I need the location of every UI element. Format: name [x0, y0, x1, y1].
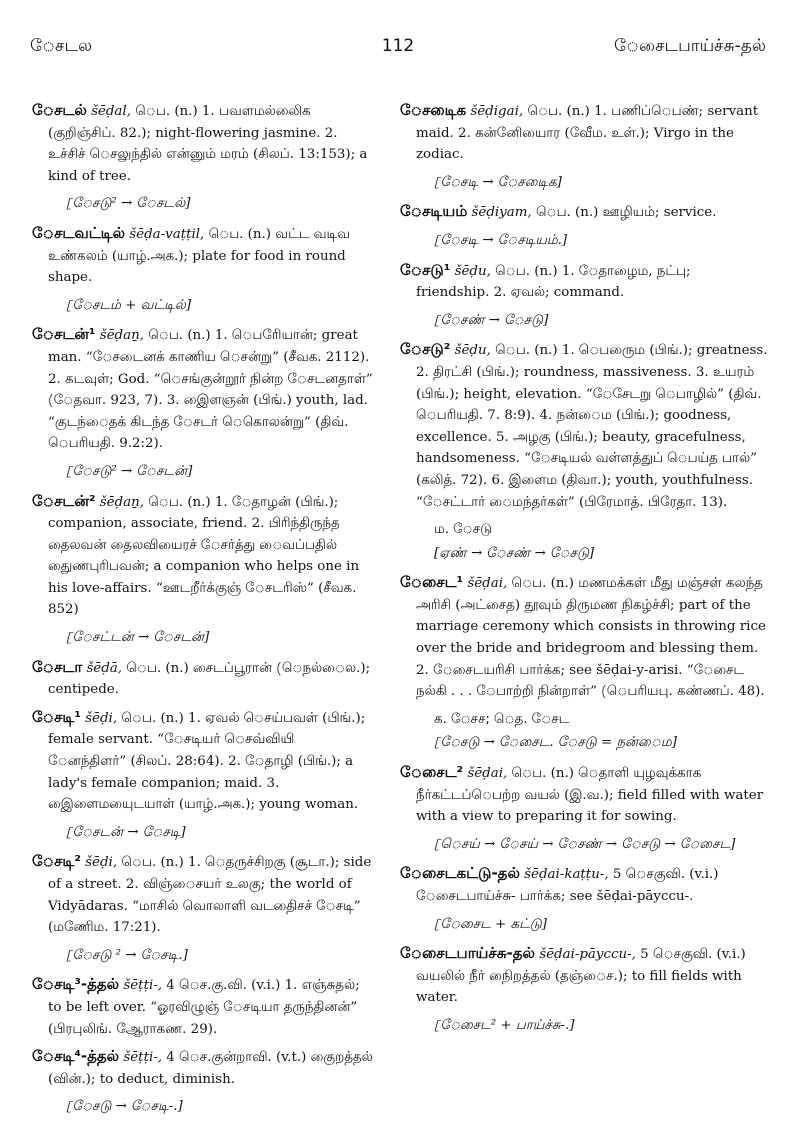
entry-etymology: [ேசைட² + பாய்ச்சு-.] [434, 1017, 575, 1033]
entry-cognates: க. ேசச; ெத. ேசட [434, 711, 570, 727]
dictionary-entry [32, 1046, 376, 1090]
entry-definition: ெப. (n.) 1. ெபருைம (பிங்.); greatness. 2. திரட்சி (பிங்.); roundness, massiveness. 3. உயரம் (பிங்.); height, elevation. “ேசேடறு ெபாழில்” (திவ். ெபரியதி. 7. 8:9). 4. நன்ைம (பிங்.); goodness, excellence. 5. அழகு (பிங்.); beauty, gracefulness, handsomeness. “ேசடியல் வள்ளத்துப் ெபய்த பால்” (கலித். 72). 6. இளைம (திவா.); youth, youthfulness. “ேசட்டார் ைமந்தர்கள்” (பிரேமாத். பிரேதா. 13). [416, 343, 768, 510]
entry-transliteration: šēḍiyam, [471, 205, 532, 221]
dictionary-entry [400, 339, 768, 513]
entry-transliteration: šēḍaṉ, [99, 328, 144, 344]
entry-headword: ேசடா [32, 657, 83, 676]
dictionary-entry [400, 943, 768, 1009]
entry-etymology: [ஏண் → ேசண் → ேசடு] [434, 545, 595, 561]
entry-headword: ேசைடபாய்ச்சு-தல் [400, 944, 535, 963]
entry-transliteration: šēḍaṉ, [99, 494, 144, 510]
entry-definition: 5 ெசகுவி. (v.i.) வயலில் நீர் நிைறத்தல் (தஞ்ைச.); to fill fields with water. [416, 947, 746, 1006]
entry-etymology: [ெசய் → ேசய் → ேசண் → ேசடு → ேசைட] [434, 836, 736, 852]
entry-transliteration: šēḍai, [467, 576, 508, 592]
entry-definition: ெப. (n.) வட்ட வடிவ உண்கலம் (யாழ்.அக.); plate for food in round shape. [48, 226, 350, 286]
dictionary-entry [32, 974, 376, 1040]
entry-headword: ேசைடகட்டு-தல் [400, 864, 520, 883]
dictionary-entry [400, 260, 768, 304]
entry-definition: ெப. (n.) 1. ெதருச்சிறகு (சூடா.); side of a street. 2. விஞ்ைசயர் உலகு; the world of Vidyādaras. “மாசில் வாெலாளி வடதிைசச் ேசடி” (மணிேம. 17:21). [48, 855, 372, 936]
dictionary-entry [400, 201, 768, 224]
entry-headword: ேசடி¹ [32, 707, 81, 726]
entry-definition: ெப. (n.) 1. ேதாழைம, நட்பு; friendship. 2. ஏவல்; command. [416, 263, 691, 301]
entry-transliteration: šēḍi, [85, 855, 118, 871]
dictionary-entry [32, 707, 376, 816]
entry-headword: ேசடி³-த்தல் [32, 975, 120, 994]
entry-definition: ெப. (n.) ஊழியம்; service. [531, 205, 717, 221]
entry-headword: ேசைட² [400, 763, 464, 782]
entry-transliteration: šēḍa-vaṭṭil, [129, 226, 205, 242]
entry-transliteration: šēḍu, [454, 343, 491, 359]
dictionary-entry [32, 223, 376, 289]
entry-headword: ேசைட¹ [400, 573, 464, 592]
right-column [400, 100, 768, 1045]
page-number: 112 [381, 36, 415, 56]
entry-etymology: [ேசடு² → ேசடல்] [66, 196, 191, 212]
entry-definition: ெப. (n.) 1. ேதாழன் (பிங்.); companion, associate, friend. 2. பிரிந்திருந்த தைலவன் தைலவியைரச் ேசர்த்து ைவப்பதில் துைணபுரிபவன்; a companion who helps one in his love-affairs. “ஊடறீர்க்குஞ் ேசடரிஸ்” (சீவக. 852) [48, 494, 360, 618]
entry-definition: ெப. (n.) ெதாளி யுழவுக்காக நீர்கட்டப்ெபற்ற வயல் (இ.வ.); field filled with water with a view to preparing it for sowing. [416, 766, 764, 825]
dictionary-entry [32, 657, 376, 701]
entry-definition: ெப. (n.) 1. ஏவல் ெசய்பவள் (பிங்.); female servant. “ேசடியர் ெசவ்வியி ேனந்திளர்” (சிலப். 28:64). 2. ேதாழி (பிங்.); a lady's female companion; maid. 3. இைளைமயுைடயாள் (யாழ்.அக.); young woman. [48, 710, 366, 813]
dictionary-entry [400, 863, 768, 907]
dictionary-entry [400, 762, 768, 828]
left-column [32, 100, 376, 1126]
dictionary-entry [32, 100, 376, 187]
entry-headword: ேசடல் [32, 101, 87, 119]
entry-definition: ெப. (n.) 1. ெபரிேயான்; great man. “ேசடைனக் காணிய ெசன்று” (சீவக. 2112). 2. கடவுள்; God. “ெசங்குன்றூர் நின்ற ேசடனதாள்” (ேதவா. 923, 7). 3. இைளஞன் (பிங்.) youth, lad. “குடந்ைதக் கிடந்த ேசடர் ெகாெலன்று” (திவ். ெபரியதி. 9.2:2). [48, 328, 373, 452]
entry-transliteration: šēḍai-pāyccu-, [539, 947, 636, 963]
entry-etymology: [ேசைட + கட்டு] [434, 916, 547, 932]
entry-etymology: [ேசடு → ேசைட. ேசடு = நன்ைம] [434, 735, 677, 751]
entry-etymology: [ேசடு² → ேசடன்] [66, 463, 193, 479]
dictionary-entry [32, 851, 376, 938]
entry-transliteration: šēḍai-kaṭṭu-, [524, 867, 609, 883]
entry-transliteration: šēḍigai, [470, 104, 524, 119]
entry-definition: ெப. (n.) 1. பவளமல்லிைக (குறிஞ்சிப். 82.); night-flowering jasmine. 2. உச்சிச் ெசலுந்தில் என்னும் மரம் (சிலப். 13:153); a kind of tree. [48, 104, 368, 184]
entry-definition: ெப. (n.) சைடப்பூரான் (ெநல்ைல.); centipede. [48, 660, 371, 698]
entry-definition: ெப. (n.) 1. பணிப்ெபண்; servant maid. 2. கன்னிேயாைர (வீேம. உள்.); Virgo in the zodiac. [416, 104, 759, 163]
entry-transliteration: šēḍā, [86, 660, 123, 676]
entry-cognates: ம. ேசடு [434, 522, 493, 538]
entry-etymology: [ேசடம் + வட்டில்] [66, 297, 192, 313]
entry-transliteration: šēṭṭi-, [123, 1050, 163, 1066]
entry-etymology: [ேசட்டன் → ேசடன்] [66, 630, 210, 646]
entry-etymology: [ேசடி → ேசடியம்.] [434, 232, 568, 248]
dictionary-entry [32, 491, 376, 622]
entry-headword: ேசடவட்டில் [32, 223, 126, 242]
entry-transliteration: šēḍu, [454, 263, 491, 279]
entry-headword: ேசடு¹ [400, 260, 451, 279]
entry-headword: ேசடி⁴-த்தல் [32, 1047, 120, 1066]
entry-headword: ேசடன்² [32, 491, 96, 510]
entry-transliteration: šēḍal, [91, 104, 131, 119]
entry-headword: ேசடி² [32, 852, 81, 871]
entry-etymology: [ேசடு ² → ேசடி.] [66, 947, 188, 963]
entry-etymology: [ேசடன் → ேசடி] [66, 824, 186, 840]
header-left-guide-word: ேசடல [30, 36, 93, 56]
entry-definition: 4 ெச.குன்றாவி. (v.t.) குைறத்தல் (வின்.); to deduct, diminish. [48, 1050, 373, 1087]
entry-definition: 4 ெச.கு.வி. (v.i.) 1. எஞ்சுதல்; to be left over. “ஓரவிழுஞ் ேசடியா தருந்தினன்” (பிரபுலிங். ஆேராகண. 29). [48, 978, 360, 1037]
entry-etymology: [ேசடி → ேசடிைக] [434, 174, 562, 190]
dictionary-entry [32, 324, 376, 455]
entry-definition: 5 ெசகுவி. (v.i.) ேசைடபாய்ச்சு- பார்க்க; see šēḍai-pāyccu-. [416, 867, 719, 904]
entry-headword: ேசடு² [400, 340, 451, 359]
entry-transliteration: šēḍi, [85, 710, 118, 726]
dictionary-entry [400, 572, 768, 703]
entry-transliteration: šēḍai, [467, 766, 508, 782]
entry-transliteration: šēṭṭi-, [123, 978, 163, 994]
entry-headword: ேசடிைக [400, 101, 467, 119]
header-right-guide-word: ேசைடபாய்ச்சு-தல் [614, 36, 766, 56]
entry-etymology: [ேசண் → ேசடு] [434, 312, 549, 328]
entry-etymology: [ேசடு → ேசடி-.] [66, 1099, 183, 1115]
dictionary-entry [400, 100, 768, 166]
entry-headword: ேசடியம் [400, 202, 468, 221]
entry-headword: ேசடன்¹ [32, 325, 96, 344]
entry-definition: ெப. (n.) மணமக்கள் மீது மஞ்சள் கலந்த அரிசி (அட்சைத) தூவும் திருமண நிகழ்ச்சி; part of the marriage ceremony which consists in throwing rice over the bride and bridegroom and blessing them. 2. ேசைடயரிசி பார்க்க; see šēḍai-y-arisi. “ேசைட நல்கி . . . ேபாற்றி நின்றாள்” (ெபரியபு. கண்ணப். 48). [416, 576, 766, 700]
page-header [30, 36, 766, 66]
